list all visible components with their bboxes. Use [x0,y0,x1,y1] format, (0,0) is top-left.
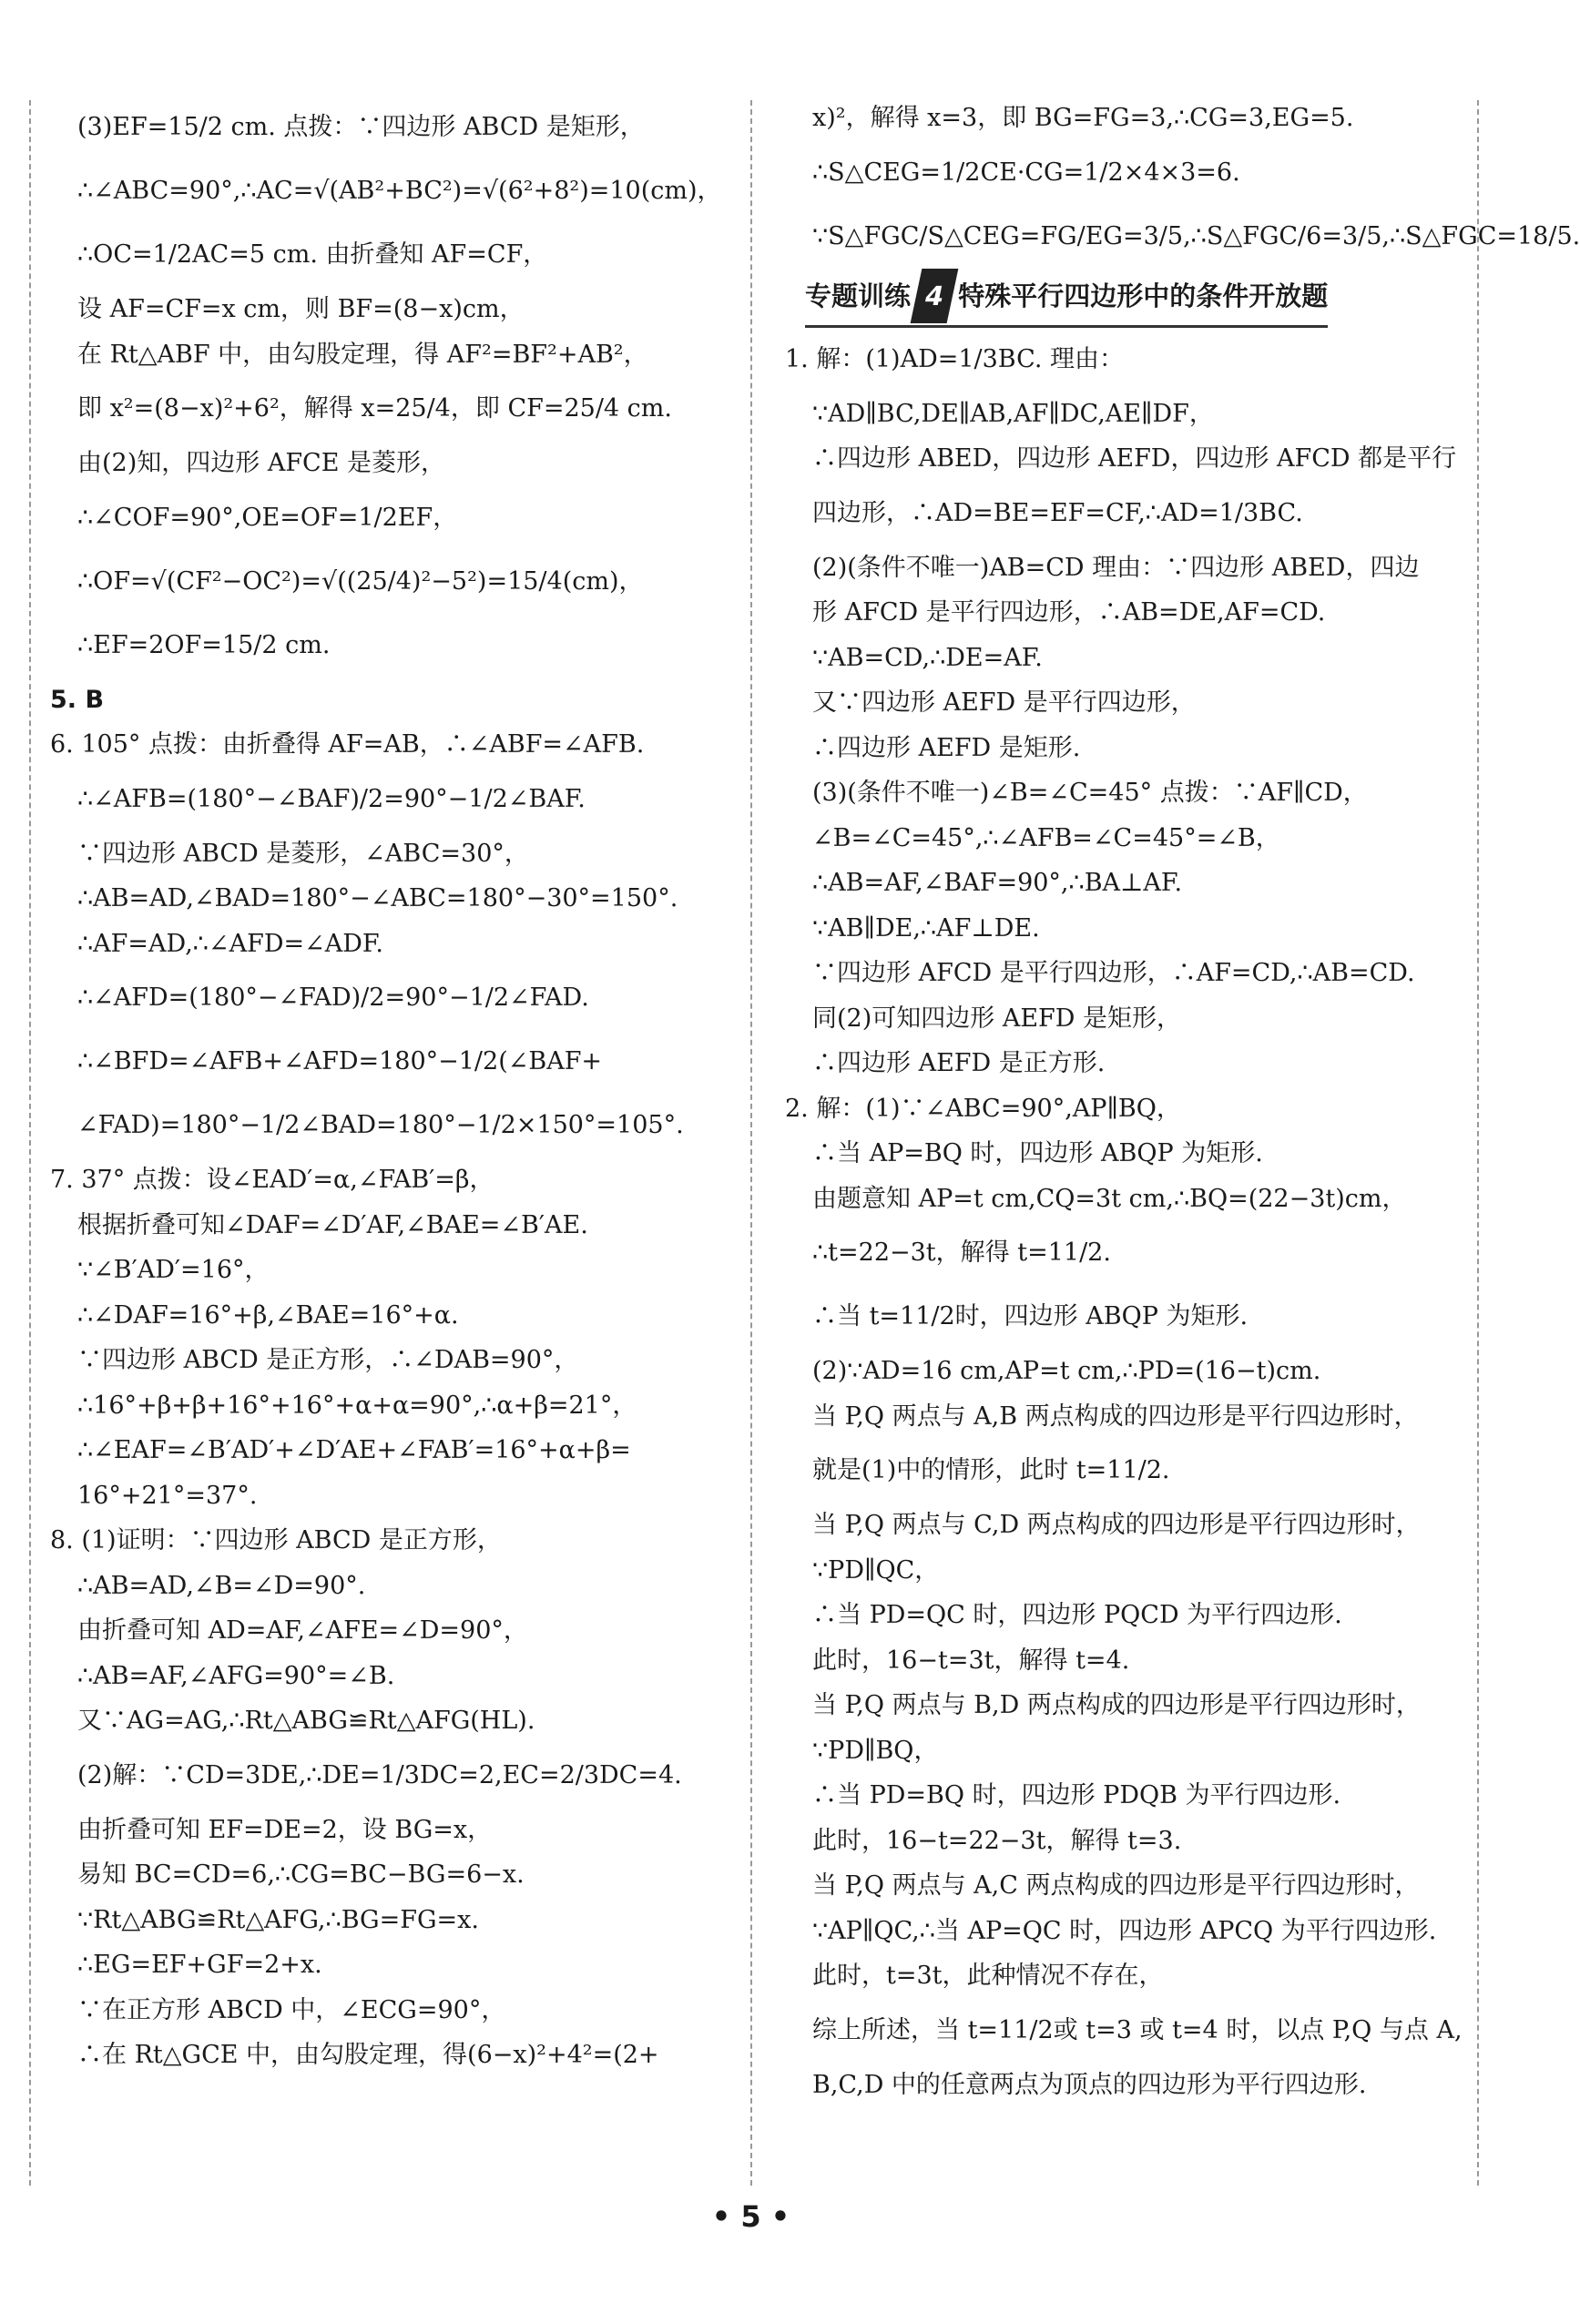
text-line: ∴AB=AF,∠BAF=90°,∴BA⊥AF. [812,869,1183,897]
text-line: 当 P,Q 两点与 B,D 两点构成的四边形是平行四边形时， [812,1691,1421,1719]
text-line: ∴当 t=11/2时，四边形 ABQP 为矩形. [812,1302,1249,1330]
text-line: ∴OF=√(CF²−OC²)=√((25/4)²−5²)=15/4(cm)， [77,566,644,596]
text-line: 设 AF=CF=x cm，则 BF=(8−x)cm， [77,295,525,323]
text-line: (2)解：∵CD=3DE,∴DE=1/3DC=2,EC=2/3DC=4. [77,1760,682,1789]
text-line: ∴EG=EF+GF=2+x. [77,1951,322,1979]
text-line: 此时，t=3t，此种情况不存在， [812,1962,1164,1990]
section-number-badge: 4 [911,269,959,323]
section-prefix: 专题训练 [805,280,912,311]
text-line: ∴四边形 ABED，四边形 AEFD，四边形 AFCD 都是平行 [812,444,1457,473]
text-line: 易知 BC=CD=6,∴CG=BC−BG=6−x. [77,1860,525,1889]
text-line: ∴∠ABC=90°,∴AC=√(AB²+BC²)=√(6²+8²)=10(cm)， [77,177,722,205]
page-number: • 5 • [711,2199,790,2234]
text-line: 由折叠可知 EF=DE=2，设 BG=x， [77,1815,493,1844]
text-line: 当 P,Q 两点与 A,C 两点构成的四边形是平行四边形时， [812,1871,1420,1900]
text-line: 8. (1)证明：∵四边形 ABCD 是正方形， [50,1526,502,1554]
text-line: ∵PD∥BQ， [812,1736,939,1765]
left-margin-dashed-line [29,100,31,2186]
text-line: ∵AB=CD,∴DE=AF. [812,643,1043,672]
text-line: ∴S△CEG=1/2CE·CG=1/2×4×3=6. [812,158,1240,187]
text-line: ∴∠EAF=∠B′AD′+∠D′AE+∠FAB′=16°+α+β= [77,1436,631,1464]
text-line: 1. 解：(1)AD=1/3BC. 理由： [785,344,1125,373]
text-line: 7. 37° 点拨：设∠EAD′=α,∠FAB′=β， [50,1166,494,1194]
text-line: x)²，解得 x=3，即 BG=FG=3,∴CG=3,EG=5. [812,104,1354,132]
right-column-continuation [785,96,1580,269]
text-line: ∵S△FGC/S△CEG=FG/EG=3/5,∴S△FGC/6=3/5,∴S△FGC=18/5. [812,221,1580,250]
text-line: ∴∠COF=90°,OE=OF=1/2EF， [77,503,458,532]
text-line: ∴当 PD=BQ 时，四边形 PDQB 为平行四边形. [812,1781,1341,1809]
text-line: ∵AP∥QC,∴当 AP=QC 时，四边形 APCQ 为平行四边形. [812,1916,1437,1945]
text-line: ∴在 Rt△GCE 中，由勾股定理，得(6−x)²+4²=(2+ [77,2041,659,2069]
text-line: ∵∠B′AD′=16°， [77,1256,270,1284]
text-line: 6. 105° 点拨：由折叠得 AF=AB，∴∠ABF=∠AFB. [50,730,645,759]
section-heading [805,269,1328,328]
text-line: (2)(条件不唯一)AB=CD 理由：∵四边形 ABED，四边 [812,553,1420,582]
text-line: ∴AB=AF,∠AFG=90°=∠B. [77,1661,395,1690]
text-line: 在 Rt△ABF 中，由勾股定理，得 AF²=BF²+AB²， [77,340,648,369]
text-line: ∵Rt△ABG≌Rt△AFG,∴BG=FG=x. [77,1905,479,1934]
text-line: 当 P,Q 两点与 A,B 两点构成的四边形是平行四边形时， [812,1402,1419,1431]
text-line: 当 P,Q 两点与 C,D 两点构成的四边形是平行四边形时， [812,1511,1421,1539]
text-line: ∴EF=2OF=15/2 cm. [77,630,331,659]
text-line: 四边形，∴AD=BE=EF=CF,∴AD=1/3BC. [812,498,1303,527]
text-line: (3)EF=15/2 cm. 点拨：∵四边形 ABCD 是矩形， [77,113,645,141]
text-line: 又∵AG=AG,∴Rt△ABG≌Rt△AFG(HL). [77,1707,535,1735]
text-line: ∴四边形 AEFD 是矩形. [812,733,1081,762]
text-line: ∴t=22−3t，解得 t=11/2. [812,1238,1111,1267]
text-line: 就是(1)中的情形，此时 t=11/2. [812,1456,1170,1484]
text-line: ∴∠DAF=16°+β,∠BAE=16°+α. [77,1300,459,1330]
text-line: (3)(条件不唯一)∠B=∠C=45° 点拨：∵AF∥CD， [812,779,1368,807]
text-line: ∴AF=AD,∴∠AFD=∠ADF. [77,929,383,958]
text-line: ∴16°+β+β+16°+16°+α+α=90°,∴α+β=21°， [77,1391,637,1420]
section-title: 特殊平行四边形中的条件开放题 [958,280,1329,311]
text-line: B,C,D 中的任意两点为顶点的四边形为平行四边形. [812,2070,1367,2099]
text-line: ∠FAD)=180°−1/2∠BAD=180°−1/2×150°=105°. [77,1111,684,1139]
text-line: ∴AB=AD,∠B=∠D=90°. [77,1571,366,1600]
text-line: ∵AB∥DE,∴AF⊥DE. [812,913,1040,943]
text-line: 由题意知 AP=t cm,CQ=3t cm,∴BQ=(22−3t)cm， [812,1184,1407,1213]
text-line: 综上所述，当 t=11/2或 t=3 或 t=4 时，以点 P,Q 与点 A, [812,2015,1463,2044]
text-line: ∵四边形 ABCD 是菱形，∠ABC=30°， [77,839,529,868]
text-line: 5. B [50,685,105,714]
text-line: 此时，16−t=3t，解得 t=4. [812,1646,1130,1675]
text-line: ∴当 PD=QC 时，四边形 PQCD 为平行四边形. [812,1601,1342,1629]
text-line: 形 AFCD 是平行四边形，∴AB=DE,AF=CD. [812,598,1326,627]
text-line: 即 x²=(8−x)²+6²，解得 x=25/4，即 CF=25/4 cm. [77,394,672,423]
text-line: ∴∠AFD=(180°−∠FAD)/2=90°−1/2∠FAD. [77,984,589,1012]
right-column [785,96,1580,2107]
text-line: ∠B=∠C=45°,∴∠AFB=∠C=45°=∠B， [812,823,1280,852]
text-line: ∵PD∥QC， [812,1555,940,1585]
text-line: ∵在正方形 ABCD 中，∠ECG=90°， [77,1995,506,2024]
text-line: (2)∵AD=16 cm,AP=t cm,∴PD=(16−t)cm. [812,1357,1321,1385]
text-line: ∵AD∥BC,DE∥AB,AF∥DC,AE∥DF， [812,399,1214,428]
text-line: ∵四边形 AFCD 是平行四边形，∴AF=CD,∴AB=CD. [812,959,1415,987]
text-line: ∴OC=1/2AC=5 cm. 由折叠知 AF=CF， [77,240,548,269]
text-line: ∴AB=AD,∠BAD=180°−∠ABC=180°−30°=150°. [77,884,678,912]
text-line: 2. 解：(1)∵∠ABC=90°,AP∥BQ， [785,1094,1181,1123]
text-line: 16°+21°=37°. [77,1481,258,1510]
text-line: 由(2)知，四边形 AFCE 是菱形， [77,449,446,477]
text-line: ∴∠AFB=(180°−∠BAF)/2=90°−1/2∠BAF. [77,784,586,813]
text-line: 又∵四边形 AEFD 是平行四边形， [812,688,1196,717]
text-line: 由折叠可知 AD=AF,∠AFE=∠D=90°， [77,1616,528,1645]
text-line: ∵四边形 ABCD 是正方形，∴∠DAB=90°， [77,1346,579,1374]
text-line: 此时，16−t=22−3t，解得 t=3. [812,1826,1182,1855]
text-line: 根据折叠可知∠DAF=∠D′AF,∠BAE=∠B′AE. [77,1210,588,1239]
text-line: 同(2)可知四边形 AEFD 是矩形， [812,1004,1181,1033]
text-line: ∴四边形 AEFD 是正方形. [812,1049,1106,1077]
right-column-solutions [785,328,1463,2108]
left-column [50,96,724,2078]
text-line: ∴∠BFD=∠AFB+∠AFD=180°−1/2(∠BAF+ [77,1047,603,1075]
column-divider-dashed-line [750,100,752,2186]
text-line: ∴当 AP=BQ 时，四边形 ABQP 为矩形. [812,1139,1263,1167]
right-margin-dashed-line [1477,100,1479,2186]
